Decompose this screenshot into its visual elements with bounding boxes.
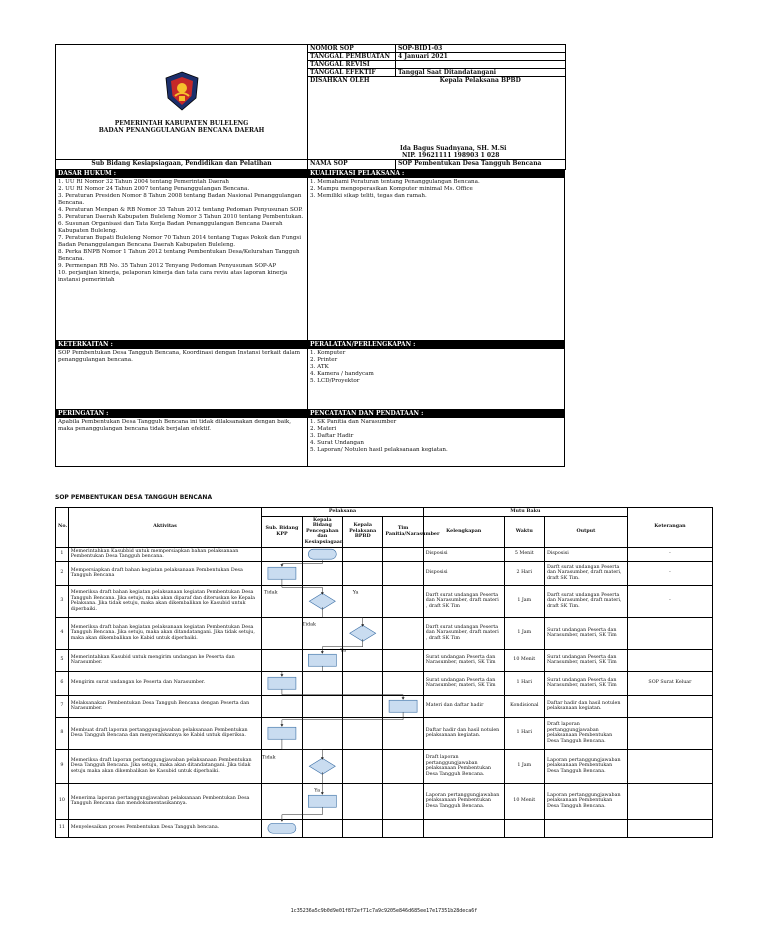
pencatatan-section xyxy=(308,410,564,466)
cell-output: Disposisi xyxy=(544,547,627,561)
tgl-efektif-value: Tanggal Saat Ditandatangani xyxy=(396,69,566,77)
cell-lane xyxy=(262,695,302,717)
cell-no: 11 xyxy=(56,819,69,837)
cell-kelengkapan xyxy=(423,819,504,837)
cell-waktu: 1 Jam xyxy=(504,585,544,617)
list-item: 4. Peraturan Menpan & RB Nomor 35 Tahun 2012 tentang Pedoman Penyusunan SOP. xyxy=(58,207,303,213)
cell-lane xyxy=(262,783,302,819)
cell-lane xyxy=(383,695,423,717)
table-row xyxy=(56,617,713,649)
cell-kelengkapan: Disposisi xyxy=(423,561,504,585)
cell-kelengkapan: Draft laporan pertanggungjawaban pelaksanaan Pembentukan Desa Tangguh Bencana. xyxy=(423,749,504,783)
label-tidak: Tidak xyxy=(261,755,276,761)
nomor-sop-value: SOP-BID1-03 xyxy=(396,45,566,53)
col-kepala-pelaksana: Kepala Pelaksana BPBD xyxy=(343,516,383,547)
cell-lane xyxy=(383,547,423,561)
signature-block xyxy=(396,77,566,138)
col-kelengkapan: Kelengkapan xyxy=(423,516,504,547)
col-kepala-bidang: Kepala Bidang Pencegahan dan Kesiapsiagaan xyxy=(302,516,342,547)
cell-waktu: 1 Jam xyxy=(504,749,544,783)
peringatan-section xyxy=(56,410,308,466)
cell-no: 2 xyxy=(56,561,69,585)
cell-lane xyxy=(383,819,423,837)
peralatan-list xyxy=(308,349,564,386)
cell-waktu: 1 Hari xyxy=(504,671,544,695)
table-row xyxy=(56,695,713,717)
list-item: 3. Daftar Hadir xyxy=(310,433,354,439)
tgl-efektif-label: TANGGAL EFEKTIF xyxy=(308,69,396,77)
cell-lane xyxy=(302,617,342,649)
list-item: 1. UU RI Nomor 32 Tahun 2004 tentang Pemerintah Daerah xyxy=(58,179,229,185)
peringatan-text: Apabila Pembentukan Desa Tangguh Bencana ini tidak dilaksanakan dengan baik, maka penanggulangan bencana tidak berjalan efektif. xyxy=(58,419,292,432)
cell-lane xyxy=(343,819,383,837)
cell-kelengkapan: Surat undangan Peserta dan Narasumber, materi, SK Tim xyxy=(423,649,504,671)
cell-aktivitas: Melaksanakan Pembentukan Desa Tangguh Bencana dengan Peserta dan Narasumber. xyxy=(68,695,261,717)
cell-keterangan xyxy=(627,717,712,749)
col-keterangan: Keterangan xyxy=(627,508,712,548)
cell-lane xyxy=(262,617,302,649)
list-item: 7. Peraturan Bupati Buleleng Nomor 70 Tahun 2014 tentang Tugas Pokok dan Fungsi Badan Penanggulangan Bencana Daerah Kabupaten Buleleng. xyxy=(58,235,302,248)
tgl-pembuatan-value: 4 Januari 2021 xyxy=(396,53,566,61)
kualifikasi-list xyxy=(308,178,564,201)
cell-aktivitas: Memerintahkan Kasubid untuk mengirim undangan ke Peserta dan Narasumber. xyxy=(68,649,261,671)
cell-kelengkapan: Materi dan daftar hadir xyxy=(423,695,504,717)
list-item: 5. LCD/Proyektor xyxy=(310,378,360,384)
cell-lane xyxy=(383,561,423,585)
list-item: 5. Peraturan Daerah Kabupaten Buleleng Nomor 3 Tahun 2010 tentang Pembentukan. xyxy=(58,214,304,220)
disahkan-label: DISAHKAN OLEH xyxy=(308,77,396,138)
cell-lane xyxy=(262,717,302,749)
cell-lane xyxy=(343,783,383,819)
cell-aktivitas: Memerintahkan Kasubbid untuk mempersiapkan bahan pelaksanaan Pembentukan Desa Tangguh bencana. xyxy=(68,547,261,561)
cell-aktivitas: Menyelesaikan proses Pembentukan Desa Tangguh bencana. xyxy=(68,819,261,837)
cell-output: Surat undangan Peserta dan Narasumber, materi, SK Tim xyxy=(544,671,627,695)
cell-keterangan xyxy=(627,649,712,671)
cell-lane xyxy=(343,649,383,671)
cell-aktivitas: Menerima laporan pertanggungjawaban pelaksanaan Pembentukan Desa Tangguh Bencana dan mendokumentasikannya. xyxy=(68,783,261,819)
cell-lane xyxy=(343,695,383,717)
list-item: 3. Memiliki sikap teliti, tegas dan ramah. xyxy=(310,193,427,199)
label-ya: Ya xyxy=(314,788,320,794)
cell-keterangan xyxy=(627,617,712,649)
nomor-sop-label: NOMOR SOP xyxy=(308,45,396,53)
table-row xyxy=(56,783,713,819)
cell-lane xyxy=(262,819,302,837)
kualifikasi-title: KUALIFIKASI PELAKSANA : xyxy=(308,170,564,178)
list-item: 4. Surat Undangan xyxy=(310,440,364,446)
table-row xyxy=(56,547,713,561)
cell-lane xyxy=(262,547,302,561)
list-item: 6. Susunan Organisasi dan Tata Kerja Badan Penanggulangan Bencana Daerah Kabupaten Buleleng. xyxy=(58,221,283,234)
nama-sop-label: NAMA SOP xyxy=(308,160,396,170)
cell-keterangan xyxy=(627,783,712,819)
cell-waktu: 1 Hari xyxy=(504,717,544,749)
cell-no: 4 xyxy=(56,617,69,649)
kualifikasi-section xyxy=(308,170,564,340)
keterkaitan-title: KETERKAITAN : xyxy=(56,341,307,349)
disahkan-jabatan: Kepala Pelaksana BPBD xyxy=(439,77,521,84)
cell-lane xyxy=(343,671,383,695)
cell-lane xyxy=(302,649,342,671)
cell-lane xyxy=(383,585,423,617)
signer-name: Ida Bagus Suadnyana, SH. M.Si xyxy=(400,145,507,152)
col-mutu: Mutu Baku xyxy=(423,508,627,517)
cell-lane xyxy=(343,585,383,617)
cell-kelengkapan: Disposisi xyxy=(423,547,504,561)
col-pelaksana: Pelaksana xyxy=(262,508,424,517)
sub-bidang: Sub Bidang Kesiapsiagaan, Pendidikan dan Pelatihan xyxy=(56,160,308,170)
table-row xyxy=(56,717,713,749)
cell-lane xyxy=(383,749,423,783)
list-item: 2. Mampu mengoperasikan Komputer minimal Ms. Office xyxy=(310,186,473,192)
col-output: Output xyxy=(544,516,627,547)
col-aktivitas: Aktivitas xyxy=(68,508,261,548)
peringatan-title: PERINGATAN : xyxy=(56,410,307,418)
cell-keterangan: - xyxy=(627,561,712,585)
label-ya: Ya xyxy=(340,648,346,654)
cell-aktivitas: Memeriksa draft bahan kegiatan pelaksanaan kegiatan Pembentukan Desa Tangguh Bencana. Jika setuju, maka akan ditandatangani. Jika tidak setuju, maka akan dikembalikan ke Kabid untuk diperbaiki. xyxy=(68,617,261,649)
list-item: 1. Memahami Peraturan tentang Penanggulangan Bencana. xyxy=(310,179,480,185)
cell-lane xyxy=(302,783,342,819)
cell-no: 7 xyxy=(56,695,69,717)
col-no: No. xyxy=(56,508,69,548)
list-item: 2. Printer xyxy=(310,357,338,363)
cell-aktivitas: Membuat draft laporan pertanggungjawaban pelaksanaan Pembentukan Desa Tangguh Bencana dan menyerahkannya ke Kabid untuk diperiksa. xyxy=(68,717,261,749)
table-row xyxy=(56,749,713,783)
procedure-table-wrap xyxy=(55,507,713,838)
cell-no: 3 xyxy=(56,585,69,617)
cell-keterangan: - xyxy=(627,547,712,561)
cell-output: Laporan pertanggungjawaban pelaksanaan Pembentukan Desa Tangguh Bencana. xyxy=(544,749,627,783)
procedure-title: SOP PEMBENTUKAN DESA TANGGUH BENCANA xyxy=(55,494,213,501)
procedure-table xyxy=(55,507,713,838)
label-tidak: Tidak xyxy=(263,590,278,596)
cell-aktivitas: Memeriksa draft bahan kegiatan pelaksanaan kegiatan Pembentukan Desa Tangguh Bencana. Jika setuju, maka akan diparaf dan diteruskan ke Kepala Pelaksana. Jika tidak setuju, maka akan dikembalikan ke Kasubid untuk diperbaiki. xyxy=(68,585,261,617)
cell-keterangan xyxy=(627,749,712,783)
cell-output: Surat undangan Peserta dan Narasumber, materi, SK Tim xyxy=(544,617,627,649)
cell-waktu: 2 Hari xyxy=(504,561,544,585)
cell-lane xyxy=(383,649,423,671)
cell-keterangan xyxy=(627,695,712,717)
list-item: 2. UU RI Nomor 24 Tahun 2007 tentang Penanggulangan Bencana. xyxy=(58,186,250,192)
signer-nip: NIP. 19621111 198903 1 028 xyxy=(402,152,500,159)
cell-keterangan: - xyxy=(627,585,712,617)
table-row xyxy=(56,819,713,837)
signer-block xyxy=(308,137,566,160)
table-row xyxy=(56,671,713,695)
pencatatan-list xyxy=(308,418,564,455)
dasar-hukum-section xyxy=(56,170,308,340)
list-item: 2. Materi xyxy=(310,426,337,432)
col-sub-bidang: Sub. Bidang KPP xyxy=(262,516,302,547)
cell-lane xyxy=(302,547,342,561)
cell-lane xyxy=(302,561,342,585)
cell-lane xyxy=(302,585,342,617)
list-item: 3. ATK xyxy=(310,364,329,370)
org-line2: BADAN PENANGGULANGAN BENCANA DAERAH xyxy=(98,127,265,134)
tgl-revisi-label: TANGGAL REVISI xyxy=(308,61,396,69)
list-item: 3. Peraturan Presiden Nomor 8 Tahun 2008 tentang Badan Nasional Penanggulangan Bencana. xyxy=(58,193,302,206)
cell-lane xyxy=(262,749,302,783)
org-line1: PEMERINTAH KABUPATEN BULELENG xyxy=(114,120,249,127)
cell-lane xyxy=(343,547,383,561)
cell-no: 5 xyxy=(56,649,69,671)
cell-no: 1 xyxy=(56,547,69,561)
cell-waktu xyxy=(504,819,544,837)
cell-output: Daftar hadir dan hasil notulen pelaksanaan kegiatan. xyxy=(544,695,627,717)
cell-output: Darft surat undangan Peserta dan Narasumber, draft materi, draft SK Tim. xyxy=(544,561,627,585)
table-row xyxy=(56,561,713,585)
cell-waktu: 5 Menit xyxy=(504,547,544,561)
cell-keterangan: SOP Surat Keluar xyxy=(627,671,712,695)
cell-output: Darft surat undangan Peserta dan Narasumber, draft materi, draft SK Tim. xyxy=(544,585,627,617)
cell-lane xyxy=(383,671,423,695)
cell-waktu: 10 Menit xyxy=(504,783,544,819)
dasar-hukum-list xyxy=(56,178,307,340)
cell-no: 6 xyxy=(56,671,69,695)
cell-lane xyxy=(383,783,423,819)
footer-hash: 1c35236a5c9b0d9e01f872ef71c7a9c9205e846d685ee17e17351b28deca6f xyxy=(290,908,478,914)
cell-waktu: Kondisional xyxy=(504,695,544,717)
list-item: 1. Komputer xyxy=(310,350,346,356)
cell-kelengkapan: Daftar hadir dan hasil notulen pelaksanaan kegiatan. xyxy=(423,717,504,749)
cell-kelengkapan: Laporan pertanggungjawaban pelaksanaan Pembentukan Desa Tangguh Bencana. xyxy=(423,783,504,819)
nama-sop-value: SOP Pembentukan Desa Tangguh Bencana xyxy=(396,160,566,170)
col-waktu: Waktu xyxy=(504,516,544,547)
col-tim: Tim Panitia/Narasumber xyxy=(383,516,423,547)
cell-aktivitas: Memeriksa draft laporan pertanggungjawaban pelaksanaan Pembentukan Desa Tangguh Bencana. Jika setuju, maka akan ditandatangani. Jika tidak setuju maka akan dikembalikan ke Kasubid untuk diperbaiki. xyxy=(68,749,261,783)
buleleng-logo-icon xyxy=(162,70,202,112)
cell-output xyxy=(544,819,627,837)
cell-output: Laporan pertanggungjawaban pelaksanaan Pembentukan Desa Tangguh Bencana. xyxy=(544,783,627,819)
cell-kelengkapan: Darft surat undangan Peserta dan Narasumber, draft materi , draft SK Tim xyxy=(423,585,504,617)
cell-lane xyxy=(383,617,423,649)
list-item: 9. Permenpan RB No. 35 Tahun 2012 Tenyang Pedoman Penyusunan SOP-AP xyxy=(58,263,277,269)
cell-waktu: 10 Menit xyxy=(504,649,544,671)
cell-keterangan xyxy=(627,819,712,837)
peralatan-title: PERALATAN/PERLENGKAPAN : xyxy=(308,341,564,349)
list-item: 8. Perka BNPB Nomor 1 Tahun 2012 tentang Pembentukan Desa/Kelurahan Tangguh Bencana. xyxy=(58,249,300,262)
cell-kelengkapan: Darft surat undangan Peserta dan Narasumber, draft materi , draft SK Tim xyxy=(423,617,504,649)
sop-header xyxy=(55,44,565,467)
cell-lane xyxy=(302,695,342,717)
tgl-pembuatan-label: TANGGAL PEMBUATAN xyxy=(308,53,396,61)
keterkaitan-text: SOP Pembentukan Desa Tangguh Bencana, Koordinasi dengan Instansi terkait dalam penanggulangan bencana. xyxy=(58,350,301,363)
cell-lane xyxy=(262,671,302,695)
cell-aktivitas: Mengirim surat undangan ke Peserta dan Narasumber. xyxy=(68,671,261,695)
pencatatan-title: PENCATATAN DAN PENDATAAN : xyxy=(308,410,564,418)
peralatan-section xyxy=(308,341,564,409)
cell-waktu: 1 Jam xyxy=(504,617,544,649)
label-ya: Ya xyxy=(352,590,359,596)
tgl-revisi-value xyxy=(396,61,566,69)
list-item: 10. perjanjian kinerja, pelaporan kinerja dan tata cara reviu atas laporan kinerja instansi pemerintah xyxy=(58,270,288,283)
table-row xyxy=(56,649,713,671)
cell-lane xyxy=(302,671,342,695)
list-item: 4. Kamera / handycam xyxy=(310,371,374,377)
cell-lane xyxy=(302,749,342,783)
cell-no: 10 xyxy=(56,783,69,819)
cell-lane xyxy=(262,585,302,617)
cell-kelengkapan: Surat undangan Peserta dan Narasumber, materi, SK Tim xyxy=(423,671,504,695)
list-item: 1. SK Panitia dan Narasumber xyxy=(310,419,397,425)
cell-output: Surat undangan Peserta dan Narasumber, materi, SK Tim xyxy=(544,649,627,671)
label-tidak: Tidak xyxy=(302,622,316,628)
cell-lane xyxy=(302,819,342,837)
cell-aktivitas: Mempersiapkan draft bahan kegiatan pelaksanaan Pembentukan Desa Tangguh Bencana xyxy=(68,561,261,585)
cell-lane xyxy=(343,561,383,585)
cell-lane xyxy=(343,717,383,749)
dasar-hukum-title: DASAR HUKUM : xyxy=(56,170,307,178)
list-item: 5. Laporan/ Notulen hasil pelaksanaan kegiatan. xyxy=(310,447,448,453)
cell-lane xyxy=(262,561,302,585)
table-row xyxy=(56,585,713,617)
org-block xyxy=(56,45,308,160)
keterkaitan-section xyxy=(56,341,308,409)
cell-no: 9 xyxy=(56,749,69,783)
cell-output: Draft laporan pertanggungjawaban pelaksanaan Pembentukan Desa Tangguh Bencana. xyxy=(544,717,627,749)
cell-lane xyxy=(343,749,383,783)
cell-lane xyxy=(262,649,302,671)
cell-lane xyxy=(343,617,383,649)
cell-lane xyxy=(383,717,423,749)
cell-lane xyxy=(302,717,342,749)
cell-no: 8 xyxy=(56,717,69,749)
